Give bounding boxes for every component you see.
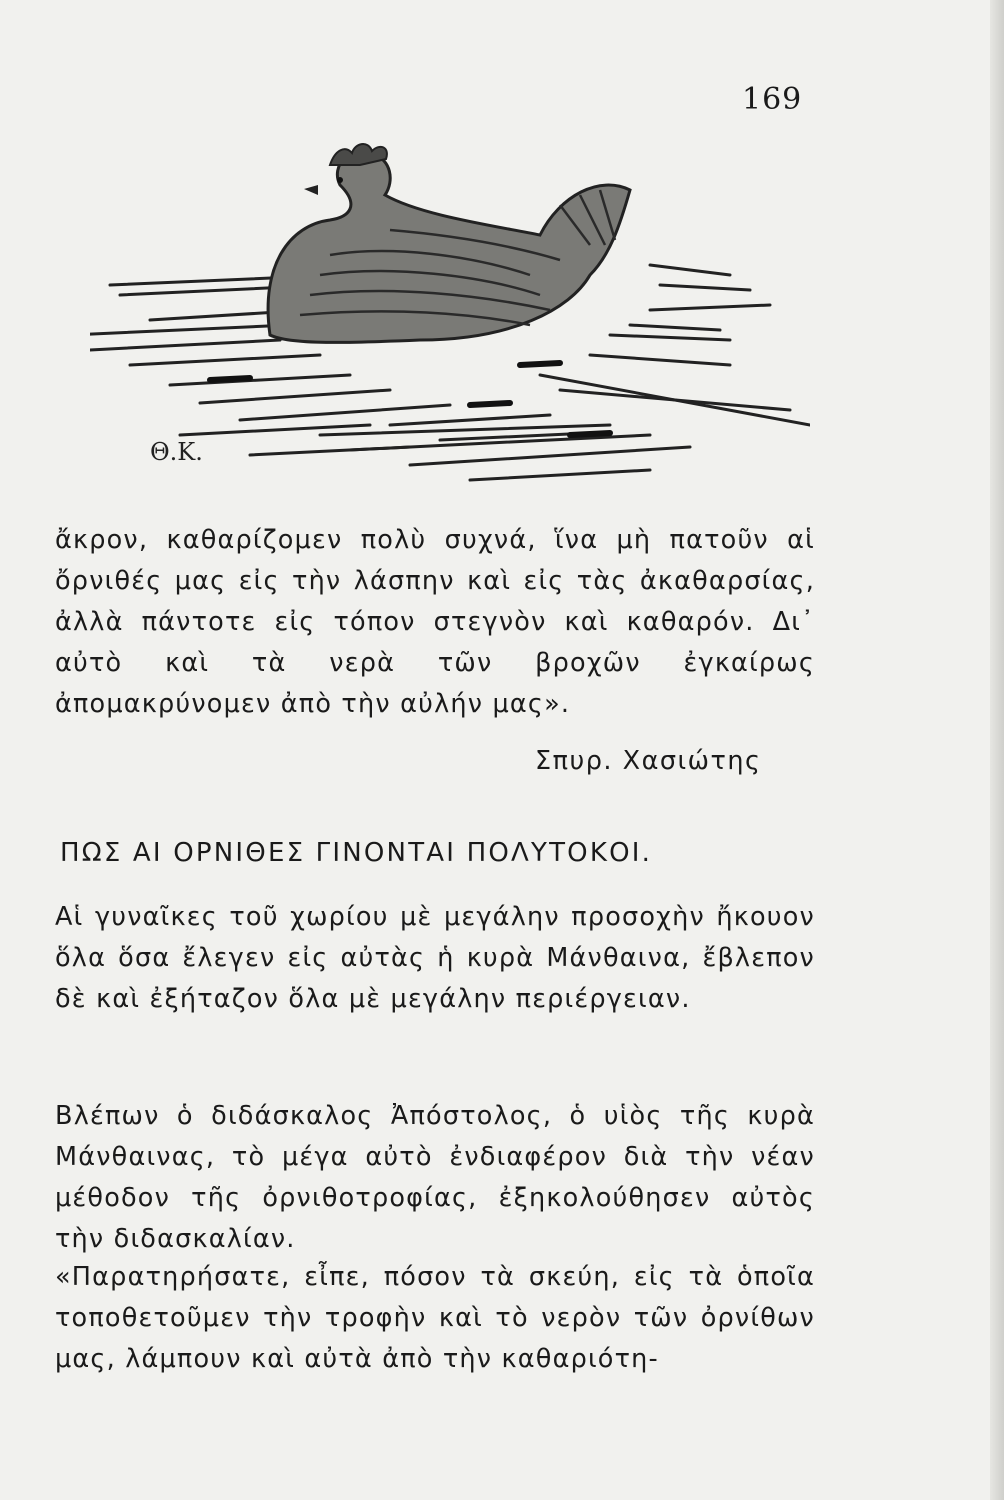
paragraph-3 [55, 1096, 815, 1260]
section-heading: ΠΩΣ ΑΙ ΟΡΝΙΘΕΣ ΓΙΝΟΝΤΑΙ ΠΟΛΥΤΟΚΟΙ. [60, 838, 653, 868]
paragraph-2 [55, 897, 815, 1020]
paragraph-2-text: Αἱ γυναῖκες τοῦ χωρίου μὲ μεγάλην προσοχὴν ἤκουον ὅλα ὅσα ἔλεγεν εἰς αὐτὰς ἡ κυρὰ Μάνθαινα, ἔβλεπον δὲ καὶ ἐξήταζον ὅλα μὲ μεγάλην περιέργειαν. [55, 902, 815, 1014]
paragraph-4 [55, 1257, 815, 1380]
page-edge [990, 0, 1004, 1500]
page-number: 169 [742, 82, 803, 117]
author-signature: Σπυρ. Χασιώτης [535, 746, 762, 776]
paragraph-4-text: «Παρατηρήσατε, εἶπε, πόσον τὰ σκεύη, εἰς τὰ ὁποῖα τοποθετοῦμεν τὴν τροφὴν καὶ τὸ νερὸν τῶν ὀρνίθων μας, λάμπουν καὶ αὐτὰ ἀπὸ τὴν καθαριότη- [55, 1262, 815, 1374]
paragraph-1-text: ἄκρον, καθαρίζομεν πολὺ συχνά, ἵνα μὴ πατοῦν αἱ ὄρνιθές μας εἰς τὴν λάσπην καὶ εἰς τὰς ἀκαθαρσίας, ἀλλὰ πάντοτε εἰς τόπον στεγνὸν καὶ καθαρόν. Δι᾿ αὐτὸ καὶ τὰ νερὰ τῶν βροχῶν ἐγκαίρως ἀπομακρύνομεν ἀπὸ τὴν αὐλήν μας». [55, 525, 815, 719]
hen-sitting-on-nest-icon [90, 135, 810, 495]
illustration-signature: Θ.Κ. [150, 438, 203, 466]
paragraph-1 [55, 520, 815, 725]
paragraph-3-text: Βλέπων ὁ διδάσκαλος Ἀπόστολος, ὁ υἱὸς τῆς κυρὰ Μάνθαινας, τὸ μέγα αὐτὸ ἐνδιαφέρον διὰ τὴν νέαν μέθοδον τῆς ὀρνιθοτροφίας, ἐξηκολούθησεν αὐτὸς τὴν διδασκαλίαν. [55, 1101, 815, 1254]
